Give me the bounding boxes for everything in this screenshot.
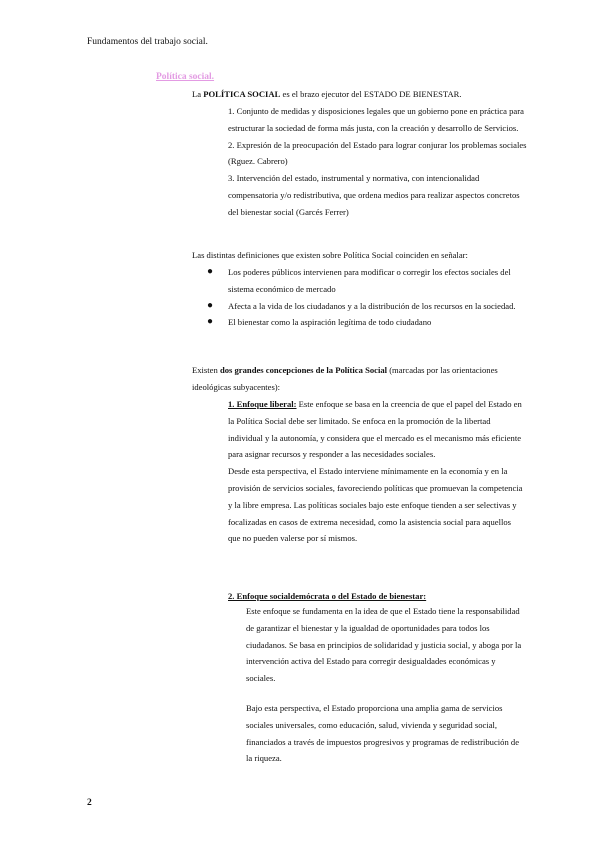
bullet-icon: ● bbox=[207, 316, 214, 328]
list-item bbox=[207, 298, 527, 315]
socialdemocrat-title-text: 2. Enfoque socialdemócrata o del Estado de bienestar: bbox=[228, 591, 427, 601]
intro-bold-term: POLÍTICA SOCIAL bbox=[203, 89, 281, 99]
bullet-text: Los poderes públicos intervienen para modificar o corregir los efectos sociales del sistema económico de mercado bbox=[228, 267, 511, 294]
bullet-icon: ● bbox=[207, 266, 214, 277]
liberal-paragraph-2: Desde esta perspectiva, el Estado interviene mínimamente en la economía y en la provisión de servicios sociales, favoreciendo políticas que promuevan la competencia y la libre empresa. Las políticas sociales bajo este enfoque tienden a ser selectivas y focalizadas en casos de extrema necesidad, como la asistencia social para aquellos que no pueden valerse por sí mismos. bbox=[228, 466, 523, 544]
definition-item: 1. Conjunto de medidas y disposiciones legales que un gobierno pone en práctica para estructurar la sociedad de forma más justa, con la creación y desarrollo de Servicios. bbox=[228, 106, 524, 133]
section-title: Política social. bbox=[156, 72, 215, 82]
definitions-intro: Las distintas definiciones que existen sobre Política Social coinciden en señalar: bbox=[192, 250, 468, 260]
bullet-icon: ● bbox=[207, 299, 214, 311]
conceptions-prefix: Existen bbox=[192, 365, 220, 375]
definition-item: 2. Expresión de la preocupación del Estado para lograr conjurar los problemas sociales (Rguez. Cabrero) bbox=[228, 139, 527, 167]
socialdemocrat-paragraph-2: Bajo esta perspectiva, el Estado proporciona una amplia gama de servicios sociales universales, como educación, salud, vivienda y seguridad social, financiados a través de impuestos progresivos y programas de redistribución de la riqueza. bbox=[246, 703, 520, 764]
list-item bbox=[207, 314, 527, 331]
intro-paragraph bbox=[192, 86, 532, 103]
conceptions-bold: dos grandes concepciones de la Política Social bbox=[219, 365, 388, 375]
definition-item: 3. Intervención del estado, instrumental y normativa, con intencionalidad compensatoria y/o redistributiva, que ordena medios para realizar aspectos concretos del bienestar social (Garcés Ferrer) bbox=[228, 173, 520, 217]
list-item bbox=[207, 264, 527, 298]
liberal-approach bbox=[228, 396, 524, 547]
numbered-definitions bbox=[228, 103, 528, 221]
intro-prefix: La bbox=[192, 89, 204, 99]
bullet-text: Afecta a la vida de los ciudadanos y a la distribución de los recursos en la sociedad. bbox=[228, 300, 516, 311]
liberal-paragraph-1 bbox=[228, 396, 524, 463]
bullet-list bbox=[207, 264, 527, 331]
liberal-title: 1. Enfoque liberal: bbox=[228, 399, 297, 409]
liberal-text-1: Este enfoque se basa en la creencia de que el papel del Estado en la Política Social debe ser limitado. Se enfoca en la promoción de la libertad individual y la autonomía, y considera que el mercado es el mecanismo más eficiente para asignar recursos y responder a las necesidades sociales. bbox=[228, 399, 522, 460]
conceptions-paragraph bbox=[192, 362, 522, 396]
bullet-text: El bienestar como la aspiración legítima de todo ciudadano bbox=[228, 317, 432, 328]
page-number: 2 bbox=[87, 798, 92, 808]
intro-rest: es el brazo ejecutor del ESTADO DE BIENESTAR. bbox=[280, 89, 462, 99]
socialdemocrat-paragraph-1: Este enfoque se fundamenta en la idea de que el Estado tiene la responsabilidad de garantizar el bienestar y la igualdad de oportunidades para todos los ciudadanos. Se basa en principios de solidaridad y justicia social, y aboga por la intervención activa del Estado para corregir desigualdades económicas y sociales. bbox=[246, 606, 522, 684]
conceptions-rest: (marcadas por las orientaciones ideológicas subyacentes): bbox=[192, 365, 498, 392]
page-header: Fundamentos del trabajo social. bbox=[87, 37, 208, 47]
